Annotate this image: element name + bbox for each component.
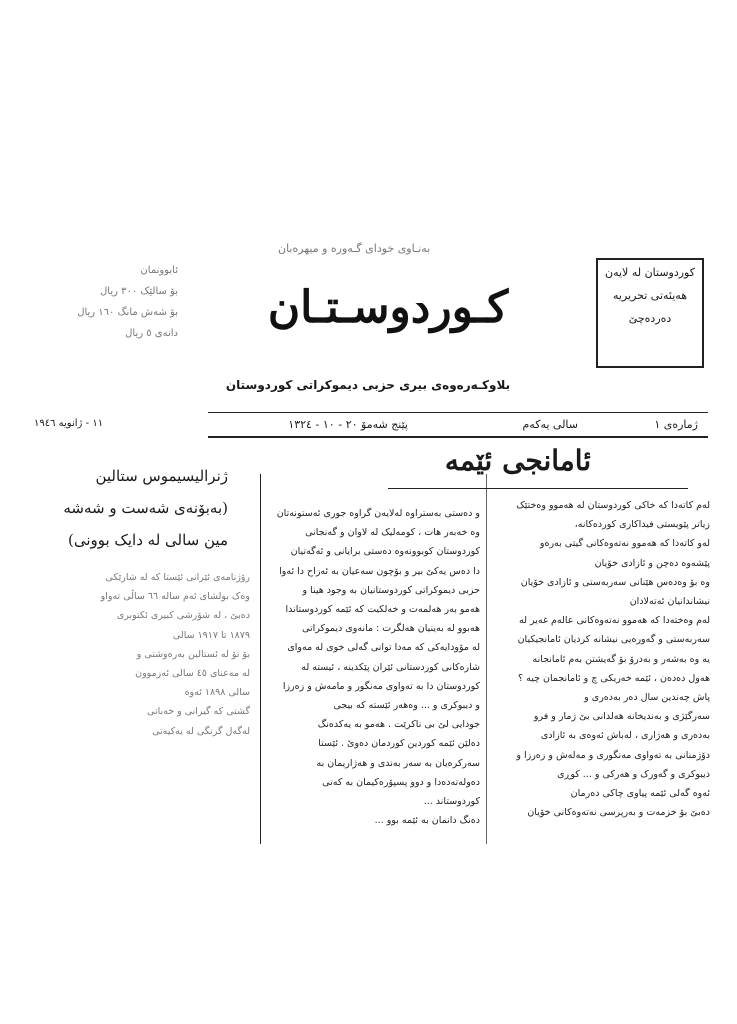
text-line: کوردوستان دا بە تەواوی مەنگور و مامەش و زەرزا xyxy=(282,680,480,692)
text-line: لەم کاتەدا کە خاکی کوردوستان لە هەموو وەختێک xyxy=(516,500,710,511)
text-line: بۆ تۆ لە ئستالین بەرەوشتی و xyxy=(136,648,250,660)
text-line: دەبێ ، لە شۆرشی کبیری ئکتوبری xyxy=(116,610,250,622)
text-line: و دەستی بەستراوە لەلایەن گراوە جوری ئەستونەتان xyxy=(276,508,480,519)
text-line: لە مەعنای ٤٥ سالی ئەزموون xyxy=(135,668,250,680)
bismillah-line: بەنـاوی خودای گـەورە و میهرەبان xyxy=(278,242,431,255)
text-line: نیشاندانیان ئەتەلادان xyxy=(629,596,710,608)
text-line: دەنگ دانمان بە ئێمە بوو ... xyxy=(374,815,480,827)
subscription-line: بۆ سالێک ٣٠٠ ریال xyxy=(100,286,178,297)
newspaper-page xyxy=(28,238,718,846)
subscription-line: دانەی ٥ ریال xyxy=(125,328,178,339)
article-column-middle xyxy=(268,504,480,844)
editorial-line: کوردوستان لە لایەن xyxy=(605,266,695,279)
text-line: یە وە بەشەر و بەدرۆ بۆ گەیشتن بەم ئامانجانە xyxy=(532,653,710,665)
subscription-info xyxy=(68,260,178,344)
text-line: کوردوستان کوبوونەوە دەستی برایانی و ئەگەتیان xyxy=(290,546,480,558)
text-line: و دیبوکری و ... وەهەر ئێستە کە بیجی xyxy=(333,700,480,712)
newspaper-subtitle: بلاوکـەرەوەی بیری حزبی دیموکراتی کوردوستان xyxy=(225,378,511,392)
text-line: پێشەوە دەچن و ئازادی خۆیان xyxy=(594,557,710,569)
issue-year: سالی یەکەم xyxy=(522,418,578,431)
editorial-line: هەیئەتی تحریریه xyxy=(612,289,688,302)
text-line: هەول دەدەن ، ئێمە خەریکی چ و ئامانجمان چیه ؟ xyxy=(518,672,710,684)
text-line: وەک بولشای ئەم سالە ٦٦ ساڵی تەواو xyxy=(100,591,250,603)
newspaper-masthead: کـوردوسـتـان xyxy=(267,282,509,333)
text-line: دیبوکری و گەورک و هەرکی و ... کوڕی xyxy=(557,768,710,780)
editorial-info-box xyxy=(596,258,704,368)
editorial-line: دەردەچێ xyxy=(628,312,672,325)
text-line: سەرکرەیان بە سەر بەندی و هەژاریمان بە xyxy=(316,757,480,769)
main-headline: ئامانجی ئێمە xyxy=(444,444,592,477)
text-line: کوردوستاند ... xyxy=(423,796,480,808)
stalin-title-line: ژنرالیسیموس ستالین xyxy=(95,467,228,485)
text-line: دۆژمنانی بە تەواوی مەنگوری و مەلەش و زەرزا و xyxy=(516,749,710,761)
text-line: زیاتر پێویستی فیداکاری کوردەکانە، xyxy=(574,519,710,531)
text-line: سەرگێژی و بەندیخانە هەلدانی بێ ژمار و فرو xyxy=(533,711,710,723)
text-line: دەلێن ئێمە کوردین کوردمان دەوێ . ئێستا xyxy=(318,738,480,750)
text-line: هەمو بەر هەلمەت و خەلکیت کە ئێمە کوردوستاندا xyxy=(285,604,480,616)
text-line: سالی ١٨٩٨ ئەوە xyxy=(184,687,250,699)
text-line: بەدەری و هەژاری ، لەباش ئەوەی بە ئازادی xyxy=(540,730,710,742)
article-column-left xyxy=(34,568,250,808)
header-rule-top xyxy=(208,412,708,413)
subscription-line: بۆ شەش مانگ ١٦٠ ریال xyxy=(77,307,178,318)
text-line: ئەوە گەلی ئێمە پیاوی چاکی دەرمان xyxy=(570,788,710,800)
text-line: گشتی کە گیرانی و خەباتی xyxy=(147,706,250,718)
issue-gregorian-date: ١١ - ژانویه ١٩٤٦ xyxy=(34,418,104,429)
issue-date: پێنج شەمۆ ٢٠ - ١٠ - ١٣٢٤ xyxy=(288,418,408,431)
text-line: لەم وەختەدا کە هەموو نەتەوەکانی عالەم غەیر لە xyxy=(519,615,710,627)
text-line: لەو کاتەدا کە هەموو نەتەوەکانی گیتی بەرەو xyxy=(539,538,710,550)
issue-number: ژمارەی ١ xyxy=(654,418,698,431)
text-line: لەگەل گرنگی لە یەکیەتی xyxy=(152,725,250,737)
text-line: سەربەستی و گەورەیی نیشانە کردیان ئامانجیکیان xyxy=(517,634,710,646)
text-line: دەولەتەدەدا و دوو پسپۆرەکیمان بە کەتی xyxy=(322,776,480,788)
text-line: ١٨٧٩ تا ١٩١٧ سالی xyxy=(172,629,250,641)
text-line: پاش چەندین سال دەر بەدەری و xyxy=(584,692,710,704)
stalin-title-line: مین سالی لە دایک بوونی) xyxy=(67,531,228,549)
text-line: وە خەبەر هات ، کومەلیک لە لاوان و گەنجانی xyxy=(305,527,480,539)
column-divider-middle xyxy=(486,474,487,844)
header-rule-bottom xyxy=(208,436,708,438)
text-line: حزبی دیموکراتی کوردوستانیان بە وجود هینا و xyxy=(302,584,480,596)
subscription-line: ئابوونمان xyxy=(140,265,178,276)
text-line: جودایی لێ بی ناکرێت . هەمو بە یەکدەنگ xyxy=(317,719,480,731)
text-line: وە بۆ وەدەس هێنانی سەربەستی و ئازادی خۆیان xyxy=(520,576,710,588)
stalin-title-line: (بەبۆنەی شەست و شەشه xyxy=(63,499,228,517)
text-line: شارەکانی کوردستانی ئێران پێکدینه ، ئیسته لە xyxy=(301,661,480,673)
text-line: دەبێ بۆ خزمەت و بەرپرسی نەتەوەکانی خۆیان xyxy=(527,807,710,819)
article-column-right xyxy=(494,496,710,846)
text-line: دا دەس یەکێ بیر و بۆچون سەعیان بە ئەزاح دا ئەوا xyxy=(279,565,480,577)
column-divider-left xyxy=(260,474,261,844)
text-line: لە مۆودایەکی کە مەدا توانی گەلی خوی لە مەوای xyxy=(287,642,480,654)
text-line: رۆژنامەی ئێرانی ئێستا کە لە شارێکی xyxy=(105,572,250,583)
text-line: هەبوو لە بەینیان هەلگرت : مانەوی دیموکراتی xyxy=(302,623,480,635)
stalin-article-title xyxy=(28,460,228,556)
headline-underline xyxy=(388,488,688,489)
